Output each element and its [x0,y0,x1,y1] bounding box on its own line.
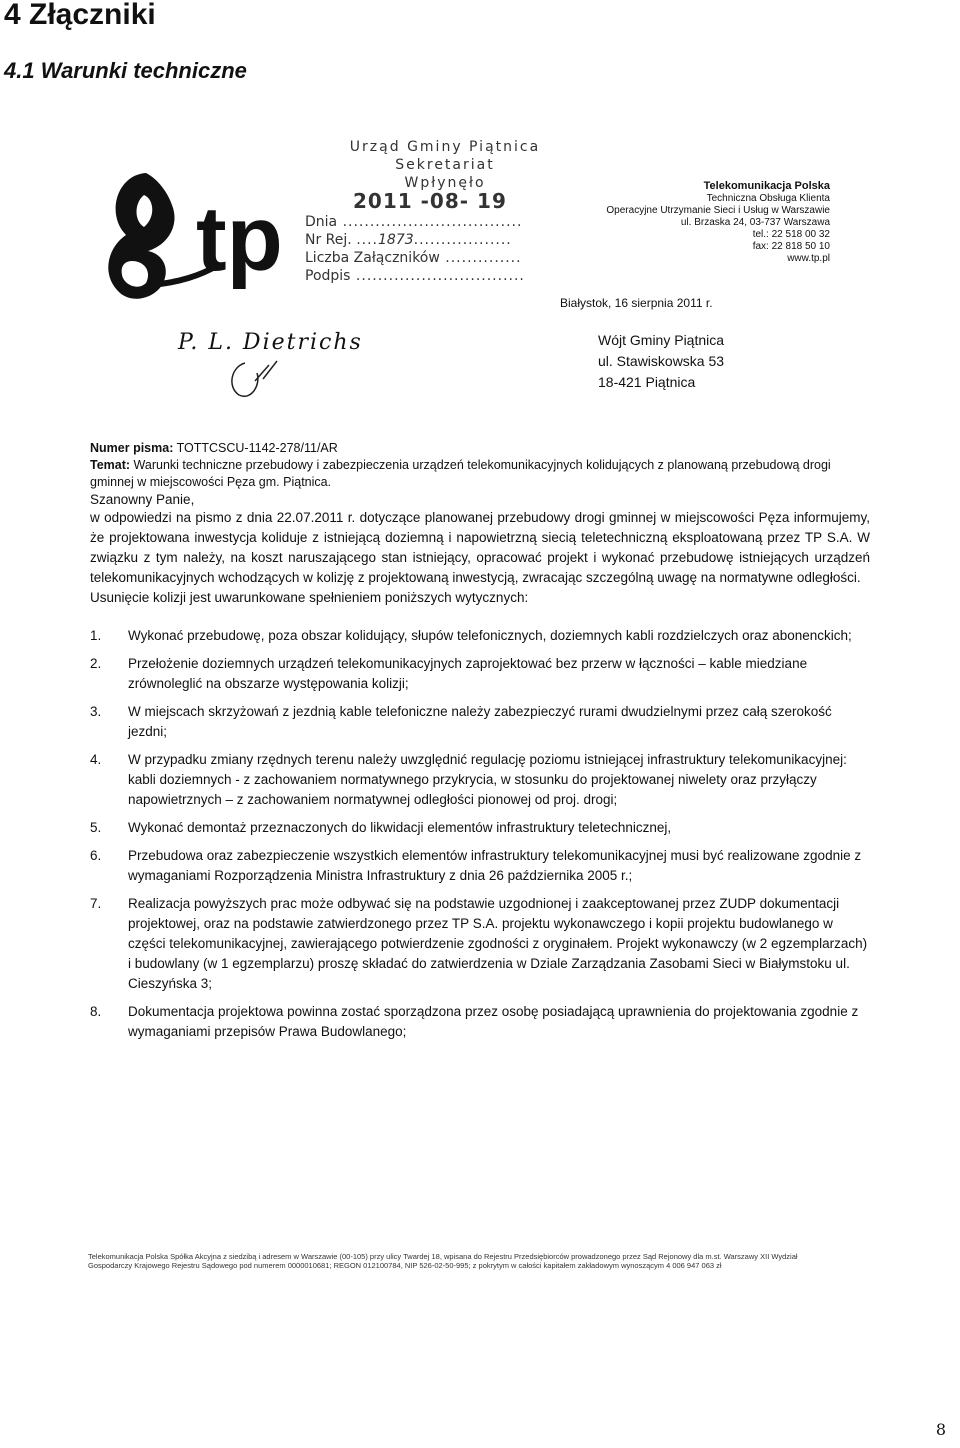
letter-content [90,440,870,1050]
company-header [606,180,830,265]
letter-subject-row [90,457,870,491]
section-subheading: 4.1 Warunki techniczne [4,58,247,83]
company-address: ul. Brzaska 24, 03-737 Warszawa [680,217,830,228]
requirement-number: 2. [90,656,102,671]
requirement-text: Przełożenie doziemnych urządzeń telekomunikacyjnych zaprojektować bez przerw w łączności – kable miedziane zrównoleglić na obszarze występowania kolizji; [128,656,808,691]
stamp-liczba-label: Liczba Załączników [305,250,440,266]
requirement-item [90,894,870,994]
letter-intro: Usunięcie kolizji jest uwarunkowane spełnieniem poniższych wytycznych: [90,590,529,605]
section-heading: 4 Złączniki [4,0,156,31]
stamp-office: Urząd Gminy Piątnica [349,139,541,155]
requirement-text: Wykonać demontaż przeznaczonych do likwidacji elementów infrastruktury teletechnicznej, [128,820,672,835]
requirement-text: Realizacja powyższych prac może odbywać się na podstawie uzgodnionej i zaakceptowanej przez ZUDP dokumentacji projektowej, oraz na podstawie zatwierdzonego przez TP S.A. projektu wykonawczego i kopii projektu budowlanego w części telekomunikacyjnej, zawierającego potwierdzenie zgodności z oryginałem. Projekt wykonawczy (w 2 egzemplarzach) i budowlany (w 1 egzemplarzu) proszę składać do zatwierdzenia w Dziale Zarządzania Zasobami Sieci w Białymstoku ul. Cieszyńska 3; [128,896,868,991]
requirement-item [90,654,870,694]
requirement-number: 6. [90,848,102,863]
handwritten-note: P. L. Dietrichs [178,330,363,355]
stamp-date: 2011 -08- 19 [353,189,507,213]
requirement-text: Wykonać przebudowę, poza obszar kolidujący, słupów telefonicznych, doziemnych kabli rozdzielczych oraz abonenckich; [128,628,852,643]
addressee-line3: 18-421 Piątnica [598,374,696,390]
requirement-item [90,750,870,810]
addressee-line1: Wójt Gminy Piątnica [598,332,725,348]
requirement-number: 5. [90,820,102,835]
letter-subject-value: Warunki techniczne przebudowy i zabezpieczenia urządzeń telekomunikacyjnych kolidujących z planowaną przebudową drogi gminnej w miejscowości Pęza gm. Piątnica. [90,458,831,489]
legal-footer: Telekomunikacja Polska Spółka Akcyjna z siedzibą i adresem w Warszawie (00-105) przy ulicy Twardej 18, wpisana do Rejestru Przedsiębiorców prowadzonego przez Sąd Rejonowy dla m.st. Warszawy XII Wydział Gospodarczy Krajowego Rejestru Sądowego pod numerem 0000010681; REGON 012100784, NIP 526-02-50-995; z pokrytym w całości kapitałem zakładowym wynoszącym 4 006 947 063 zł [88,1252,798,1270]
requirement-text: W przypadku zmiany rzędnych terenu należy uwzględnić regulację poziomu istniejącej infrastruktury telekomunikacyjnej: kabli doziemnych - z zachowaniem normatywnego przykrycia, w stosunku do projektowanej niwelety oraz przyłączy napowietrznych – z zachowaniem normatywnej odległości pionowej od proj. drogi; [128,752,847,807]
requirement-text: W miejscach skrzyżowań z jezdnią kable telefoniczne należy zabezpieczyć rurami dwudzielnymi przez całą szerokość jezdni; [128,704,832,739]
requirement-number: 4. [90,752,102,767]
handwritten-initial [225,355,285,410]
stamp-dnia-label: Dnia [305,214,338,230]
company-name: Telekomunikacja Polska [703,180,830,192]
requirement-number: 7. [90,896,102,911]
company-dept1: Techniczna Obsługa Klienta [706,193,830,204]
requirement-number: 1. [90,628,102,643]
tp-logo [98,165,328,315]
letter-body: w odpowiedzi na pismo z dnia 22.07.2011 r. dotyczące planowanej przebudowy drogi gminnej w miejscowości Pęza informujemy, że projektowana inwestycja koliduje z istniejącą doziemną i napowietrzną siecią teletechniczną eksploatowaną przez TP S.A. W związku z tym należy, na koszt naruszającego stan istniejący, opracować projekt i wykonać przebudowę istniejących urządzeń telekomunikacyjnych wchodzących w kolizję z projektowaną inwestycją, zwracając szczególną uwagę na normatywne odległości. [90,510,870,585]
stamp-nr-label: Nr Rej. [305,232,352,248]
stamp-received: Wpłynęło [404,175,486,191]
requirements-list [90,626,870,1042]
addressee-line2: ul. Stawiskowska 53 [598,353,725,369]
requirement-number: 3. [90,704,102,719]
requirement-item [90,702,870,742]
letter-number-value: TOTTCSCU-1142-278/11/AR [176,441,338,455]
signature-scribble-icon [225,355,285,405]
stamp-secretariat: Sekretariat [395,157,495,173]
stamp-nr-value: 1873 [378,232,414,248]
letter-number-label: Numer pisma: [90,441,174,455]
company-tel: tel.: 22 518 00 32 [752,229,830,240]
requirement-item [90,846,870,886]
city-date: Białystok, 16 sierpnia 2011 r. [560,296,713,310]
company-fax: fax: 22 818 50 10 [752,241,830,252]
requirement-number: 8. [90,1004,102,1019]
requirement-text: Przebudowa oraz zabezpieczenie wszystkich elementów infrastruktury telekomunikacyjnej musi być realizowane zgodnie z wymaganiami Rozporządzenia Ministra Infrastruktury z dnia 26 października 2005 r.; [128,848,862,883]
logo-text: tp [196,188,283,290]
letter-number-row [90,440,870,457]
addressee [598,330,724,393]
requirement-item [90,626,870,646]
page-number: 8 [935,1420,946,1439]
requirement-text: Dokumentacja projektowa powinna zostać sporządzona przez osobę posiadającą uprawnienia do projektowania zgodnie z wymaganiami przepisów Prawa Budowlanego; [128,1004,859,1039]
letter-greeting: Szanowny Panie, [90,492,195,507]
requirement-item [90,818,870,838]
requirement-item [90,1002,870,1042]
letter-subject-label: Temat: [90,458,131,472]
company-www: www.tp.pl [787,253,830,264]
tp-logo-icon [98,165,328,315]
registry-stamp: Urząd Gminy Piątnica Sekretariat Wpłynęło 2011 -08- 19 Dnia ................................. Nr Rej. ....1873.................. Liczba Załączników .............. Podpis ............................... [305,138,585,285]
company-dept2: Operacyjne Utrzymanie Sieci i Usług w Warszawie [606,205,830,216]
stamp-podpis-label: Podpis [305,268,351,284]
